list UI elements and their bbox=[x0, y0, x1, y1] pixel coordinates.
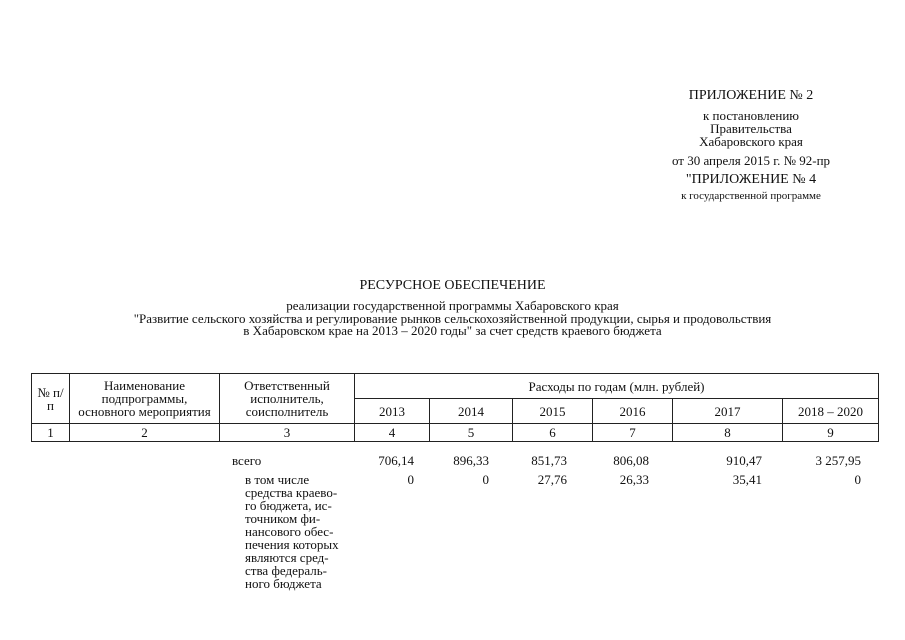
label-line: являются сред- bbox=[245, 550, 329, 565]
subtitle-line: реализации государственной программы Хабаровского края bbox=[286, 298, 619, 313]
column-number: 5 bbox=[430, 424, 513, 442]
appendix-program-line: к государственной программе bbox=[681, 190, 821, 202]
header-num: № п/п bbox=[32, 374, 70, 424]
column-number: 8 bbox=[673, 424, 783, 442]
column-number: 9 bbox=[783, 424, 879, 442]
header-year: 2015 bbox=[513, 399, 593, 424]
resource-table bbox=[31, 373, 879, 442]
header-executor: Ответственный исполнитель, соисполнитель bbox=[220, 374, 355, 424]
label-line: средства краево- bbox=[245, 485, 338, 500]
appendix-subtitle: "ПРИЛОЖЕНИЕ № 4 bbox=[685, 172, 817, 187]
value-cell: 3 257,95 bbox=[815, 453, 861, 468]
value-cell: 0 bbox=[407, 472, 414, 487]
label-line: го бюджета, ис- bbox=[245, 498, 332, 513]
value-cell: 806,08 bbox=[613, 453, 649, 468]
header-expenses: Расходы по годам (млн. рублей) bbox=[355, 374, 879, 399]
document-title: РЕСУРСНОЕ ОБЕСПЕЧЕНИЕ bbox=[359, 278, 546, 293]
appendix-title: ПРИЛОЖЕНИЕ № 2 bbox=[688, 88, 814, 103]
appendix-ref-line: к постановлению bbox=[702, 108, 800, 123]
value-cell: 896,33 bbox=[453, 453, 489, 468]
column-number: 1 bbox=[32, 424, 70, 442]
header-year: 2018 – 2020 bbox=[783, 399, 879, 424]
value-cell: 35,41 bbox=[732, 472, 762, 487]
appendix-date-line: от 30 апреля 2015 г. № 92-пр bbox=[671, 153, 831, 168]
column-number: 3 bbox=[220, 424, 355, 442]
value-cell: 910,47 bbox=[726, 453, 762, 468]
subtitle-line: в Хабаровском крае на 2013 – 2020 годы" за счет средств краевого бюджета bbox=[243, 323, 662, 338]
header-year: 2016 bbox=[593, 399, 673, 424]
label-line: нансового обес- bbox=[245, 524, 334, 539]
header-name: Наименование подпрограммы, основного мероприятия bbox=[70, 374, 220, 424]
appendix-ref-line: Правительства bbox=[710, 121, 792, 136]
value-cell: 0 bbox=[482, 472, 489, 487]
subtitle-line: "Развитие сельского хозяйства и регулирование рынков сельскохозяйственной продукции, сырья и продовольствия bbox=[133, 310, 772, 326]
value-cell: 27,76 bbox=[537, 472, 567, 487]
value-cell: 851,73 bbox=[531, 453, 567, 468]
header-year: 2014 bbox=[430, 399, 513, 424]
value-cell: 706,14 bbox=[378, 453, 414, 468]
label-line: ного бюджета bbox=[245, 576, 322, 591]
label-line: в том числе bbox=[245, 472, 310, 487]
appendix-block bbox=[641, 88, 861, 202]
label-line: точником фи- bbox=[245, 511, 321, 526]
column-number: 6 bbox=[513, 424, 593, 442]
column-number: 7 bbox=[593, 424, 673, 442]
document-subtitle bbox=[0, 300, 905, 338]
column-number: 4 bbox=[355, 424, 430, 442]
column-number: 2 bbox=[70, 424, 220, 442]
value-cell: 26,33 bbox=[619, 472, 649, 487]
header-year: 2017 bbox=[673, 399, 783, 424]
label-line: печения которых bbox=[245, 537, 339, 552]
value-cell: 0 bbox=[854, 472, 861, 487]
row-label-total: всего bbox=[232, 453, 262, 468]
appendix-ref-line: Хабаровского края bbox=[699, 134, 803, 149]
header-year: 2013 bbox=[355, 399, 430, 424]
row-label-federal bbox=[245, 473, 357, 590]
label-line: ства федераль- bbox=[245, 563, 327, 578]
